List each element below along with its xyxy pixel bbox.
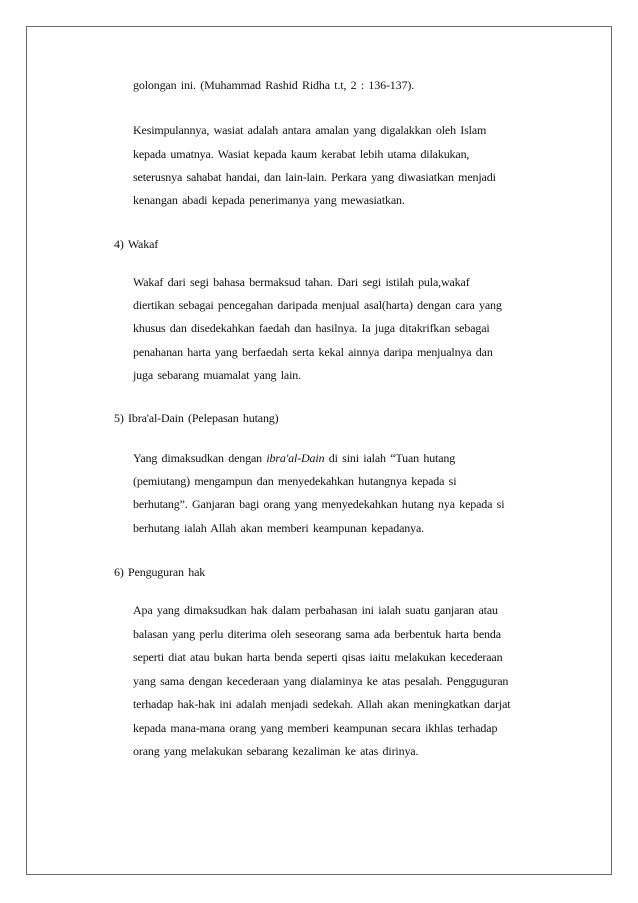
paragraph-line: diertikan sebagai pencegahan daripada menjual asal(harta) dengan cara yang <box>133 298 502 312</box>
paragraph-line: yang sama dengan kecederaan yang dialaminya ke atas pesalah. Pengguguran <box>133 674 509 688</box>
paragraph-line: Wakaf dari segi bahasa bermaksud tahan. Dari segi istilah pula,wakaf <box>133 275 470 289</box>
text-segment: Yang dimaksudkan dengan <box>133 451 267 465</box>
section-heading-wakaf: 4) Wakaf <box>114 237 159 251</box>
paragraph-line: orang yang melakukan sebarang kezaliman ke atas dirinya. <box>133 744 419 758</box>
paragraph-line: juga sebarang muamalat yang lain. <box>133 368 301 382</box>
paragraph-line: Kesimpulannya, wasiat adalah antara amalan yang digalakkan oleh Islam <box>133 123 487 137</box>
paragraph-line: khusus dan disedekahkan faedah dan hasilnya. Ia juga ditakrifkan sebagai <box>133 321 490 335</box>
paragraph-line: kepada mana-mana orang yang memberi keampunan secara ikhlas terhadap <box>133 721 498 735</box>
paragraph-line: seterusnya sahabat handai, dan lain-lain. Perkara yang diwasiatkan menjadi <box>133 170 496 184</box>
italic-term: ibra'al-Dain <box>266 451 325 465</box>
paragraph-line: Apa yang dimaksudkan hak dalam perbahasan ini ialah suatu ganjaran atau <box>133 603 498 617</box>
paragraph-line: kenangan abadi kepada penerimanya yang mewasiatkan. <box>133 193 405 207</box>
paragraph-line: penahanan harta yang berfaedah serta kekal ainnya daripa menjualnya dan <box>133 345 493 359</box>
paragraph-line: (pemiutang) mengampun dan menyedekahkan hutangnya kepada si <box>133 474 457 488</box>
intro-line: golongan ini. (Muhammad Rashid Ridha t.t, 2 : 136-137). <box>133 78 415 92</box>
paragraph-line: berhutang”. Ganjaran bagi orang yang menyedekahkan hutang nya kepada si <box>133 497 505 511</box>
paragraph-line: terhadap hak-hak ini adalah menjadi sedekah. Allah akan meningkatkan darjat <box>133 697 511 711</box>
paragraph-line: kepada umatnya. Wasiat kepada kaum kerabat lebih utama dilakukan, <box>133 147 470 161</box>
section-heading-ibra: 5) Ibra'al-Dain (Pelepasan hutang) <box>114 411 279 425</box>
text-segment: di sini ialah “Tuan hutang <box>324 451 456 465</box>
paragraph-line: seperti diat atau bukan harta benda seperti qisas iaitu melakukan kecederaan <box>133 650 503 664</box>
paragraph-line <box>133 451 455 465</box>
paragraph-line: berhutang ialah Allah akan memberi keampunan kepadanya. <box>133 521 424 535</box>
section-heading-penguguran: 6) Penguguran hak <box>114 565 206 579</box>
paragraph-line: balasan yang perlu diterima oleh seseorang sama ada berbentuk harta benda <box>133 627 501 641</box>
